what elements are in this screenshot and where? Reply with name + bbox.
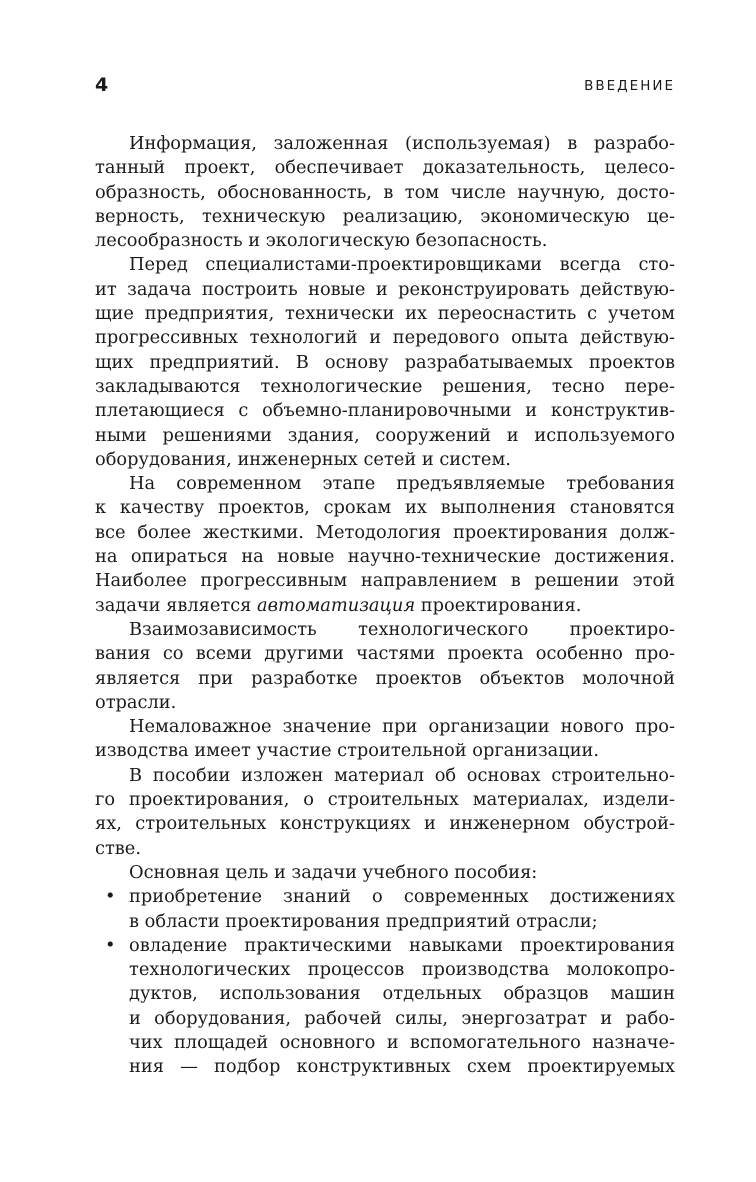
text-line: плетающиеся с объемно-планировочными и конструктив- bbox=[95, 400, 675, 422]
text-line: Немаловажное значение при организации нового про- bbox=[129, 716, 675, 738]
text-line: го проектирования, о строительных материалах, издели- bbox=[95, 789, 675, 811]
text-line: ния — подбор конструктивных схем проектируемых bbox=[129, 1056, 675, 1078]
text-line bbox=[95, 594, 675, 618]
text-line: На современном этапе предъявляемые требования bbox=[129, 473, 675, 495]
text-line: ях, строительных конструкциях и инженерном обустрой- bbox=[95, 813, 675, 835]
list-item bbox=[95, 885, 675, 934]
text-line: изводства имеет участие строительной организации. bbox=[95, 740, 600, 762]
paragraph bbox=[95, 253, 675, 472]
text-line: вания со всеми другими частями проекта особенно про- bbox=[95, 643, 675, 665]
text-line: верность, техническую реализацию, экономическую це- bbox=[95, 205, 675, 227]
text-line: В пособии изложен материал об основах строительно- bbox=[129, 764, 675, 786]
text-line: приобретение знаний о современных достижениях bbox=[129, 886, 675, 908]
text-line: отрасли. bbox=[95, 691, 177, 713]
text-fragment: задачи является bbox=[95, 594, 258, 616]
paragraph bbox=[95, 764, 675, 861]
text-line: оборудования, инженерных сетей и систем. bbox=[95, 448, 511, 470]
paragraph bbox=[95, 715, 675, 764]
text-line: ит задача построить новые и реконструировать действую- bbox=[95, 278, 675, 300]
text-line: Информация, заложенная (используемая) в разрабо- bbox=[129, 133, 675, 154]
text-line: Основная цель и задачи учебного пособия: bbox=[129, 861, 538, 883]
text-line: Наиболее прогрессивным направлением в решении этой bbox=[95, 570, 675, 592]
paragraph bbox=[95, 861, 675, 885]
list-item bbox=[95, 934, 675, 1080]
page-number: 4 bbox=[95, 74, 109, 96]
paragraph bbox=[95, 618, 675, 715]
paragraph bbox=[95, 132, 675, 253]
text-line: дуктов, использования отдельных образцов машин bbox=[129, 983, 675, 1005]
bullet-list bbox=[95, 885, 675, 1079]
page-header bbox=[95, 74, 675, 98]
text-line: образность, обоснованность, в том числе научную, досто- bbox=[95, 181, 675, 203]
text-line: чих площадей основного и вспомогательного назначе- bbox=[129, 1031, 675, 1053]
text-line: закладываются технологические решения, тесно пере- bbox=[95, 375, 675, 397]
text-line: танный проект, обеспечивает доказательность, целесо- bbox=[95, 157, 675, 179]
text-line: щие предприятия, технически их переоснастить с учетом bbox=[95, 303, 675, 325]
bullet-icon: • bbox=[105, 934, 116, 956]
text-line: прогрессивных технологий и передового опыта действую- bbox=[95, 327, 675, 349]
text-line: все более жесткими. Методология проектирования долж- bbox=[95, 521, 675, 543]
text-fragment: проектирования. bbox=[415, 594, 582, 616]
text-line: технологических процессов производства молокопро- bbox=[129, 959, 675, 981]
text-line: является при разработке проектов объектов молочной bbox=[95, 667, 675, 689]
bullet-icon: • bbox=[105, 886, 116, 908]
body-text bbox=[95, 132, 675, 1080]
paragraph bbox=[95, 472, 675, 618]
text-line: и оборудования, рабочей силы, энергозатрат и рабо- bbox=[129, 1007, 675, 1029]
text-line: в области проектирования предприятий отрасли; bbox=[129, 910, 598, 932]
emphasis-text: автоматизация bbox=[257, 594, 416, 616]
running-head: ВВЕДЕНИЕ bbox=[584, 78, 675, 94]
text-line: к качеству проектов, срокам их выполнения становятся bbox=[95, 497, 675, 519]
text-line: на опираться на новые научно-технические достижения. bbox=[95, 546, 675, 568]
text-line: стве. bbox=[95, 837, 141, 859]
text-line: овладение практическими навыками проектирования bbox=[129, 934, 675, 956]
text-line: ными решениями здания, сооружений и используемого bbox=[95, 424, 675, 446]
text-line: Взаимозависимость технологического проектиро- bbox=[129, 618, 675, 640]
text-line: лесообразность и экологическую безопасность. bbox=[95, 230, 548, 252]
text-line: щих предприятий. В основу разрабатываемых проектов bbox=[95, 351, 675, 373]
text-line: Перед специалистами-проектировщиками всегда сто- bbox=[129, 254, 675, 276]
